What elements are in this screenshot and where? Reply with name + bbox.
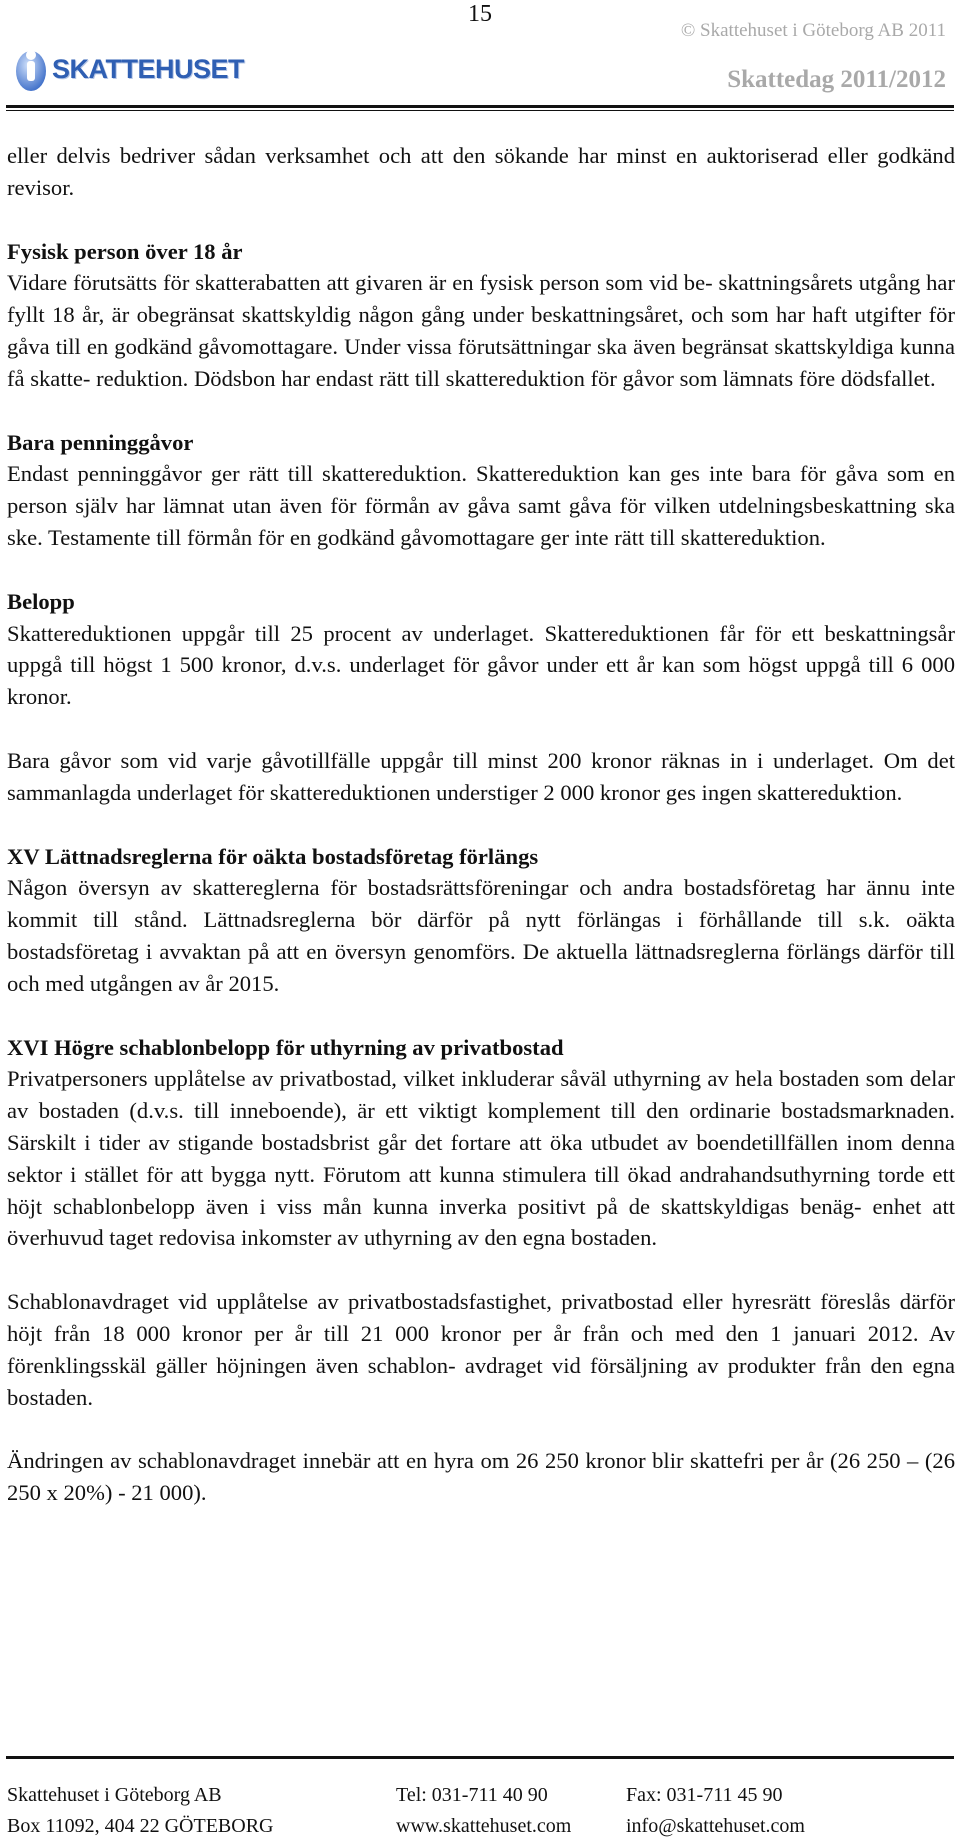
footer-email[interactable]: info@skattehuset.com: [626, 1815, 805, 1837]
section-heading: Belopp: [7, 588, 75, 614]
company-logo: [14, 42, 244, 96]
section-paragraph: Privatpersoners upplåtelse av privatbostad, vilket inkluderar såväl uthyrning av hela bostaden som delar av bostaden (d.v.s. till inneboende), är ett viktigt komplement till den ordinarie bostadsmarknaden. Särskilt i tider av stigande bostadsbrist går det fortare att öka utbudet av boendetillfällen inom denna sektor i stället för att bygga nytt. Förutom att kunna stimulera till ökad andrahandsuthyrning torde ett höjt schablonbelopp även i viss mån kunna inverka positivt på de skattskyldigas benäg- enhet att överhuvud taget redovisa inkomster av uthyrning av den egna bostaden.: [7, 1066, 955, 1251]
section-paragraph: Skattereduktionen uppgår till 25 procent av underlaget. Skattereduktionen får för ett beskattningsår uppgå till högst 1 500 kronor, d.v.s. underlaget för gåvor under ett år kan som högst uppgå till 6 000 kronor.: [7, 620, 955, 710]
footer-company: Skattehuset i Göteborg AB: [7, 1784, 222, 1806]
intro-paragraph: eller delvis bedriver sådan verksamhet och att den sökande har minst en auktoriserad eller godkänd revisor.: [7, 143, 955, 200]
section-paragraph: Bara gåvor som vid varje gåvotillfälle uppgår till minst 200 kronor räknas in i underlaget. Om det sammanlagda underlaget för skattereduktionen understiger 2 000 kronor ges ingen skattereduktion.: [7, 747, 955, 805]
section-paragraph: Någon översyn av skattereglerna för bostadsrättsföreningar och andra bostadsföretag har ännu inte kommit till stånd. Lättnadsreglerna bör därför på nytt förlängas i förhållande till s.k. oäkta bostadsföretag i avvaktan på att en översyn genomförs. De aktuella lättnadsreglerna förlängs därför till och med utgången av år 2015.: [7, 875, 955, 996]
section-heading: Fysisk person över 18 år: [7, 238, 243, 264]
section-paragraph: Endast penninggåvor ger rätt till skattereduktion. Skattereduktion kan ges inte bara för gåva som en person själv har lämnat utan även för förmån av gåva samt gåva för vilken utdelningsbeskattning ska ske. Testamente till förmån för en godkänd gåvomottagare ger inte rätt till skattereduktion.: [7, 461, 955, 550]
footer-divider: [6, 1756, 954, 1759]
section-paragraph: Ändringen av schablonavdraget innebär att en hyra om 26 250 kronor blir skattefri per år (26 250 – (26 250 x 20%) - 21 000).: [7, 1448, 955, 1506]
section-paragraph: Vidare förutsätts för skatterabatten att givaren är en fysisk person som vid be- skattningsårets utgång har fyllt 18 år, är obegränsat skattskyldig någon gång under beskattningsåret, och som har haft utgifter för gåva till en godkänd gåvomottagare. Under vissa förutsättningar ska även begränsat skattskyldiga kunna få skatte- reduktion. Dödsbon har endast rätt till skattereduktion för gåvor som lämnats före dödsfallet.: [7, 270, 955, 391]
footer-website[interactable]: www.skattehuset.com: [396, 1815, 572, 1837]
person-figure-icon: [14, 44, 48, 94]
section-heading: XV Lättnadsreglerna för oäkta bostadsföretag förlängs: [7, 843, 539, 869]
footer-fax: Fax: 031-711 45 90: [626, 1784, 783, 1806]
logo-wordmark: SKATTEHUSET: [52, 53, 245, 84]
header-divider: [6, 105, 954, 111]
footer-address: Box 11092, 404 22 GÖTEBORG: [7, 1815, 274, 1837]
section-paragraph: Schablonavdraget vid upplåtelse av privatbostadsfastighet, privatbostad eller hyresrätt föreslås därför höjt från 18 000 kronor per år till 21 000 kronor per år från och med den 1 januari 2012. Av förenklingsskäl gäller höjningen även schablon- avdraget vid försäljning av produkter från den egna bostaden.: [7, 1289, 955, 1410]
section-heading: XVI Högre schablonbelopp för uthyrning av privatbostad: [7, 1034, 564, 1060]
section-heading: Bara penninggåvor: [7, 429, 194, 455]
copyright-notice: © Skattehuset i Göteborg AB 2011: [680, 20, 946, 41]
document-body: [7, 140, 955, 1509]
footer-phone: Tel: 031-711 40 90: [396, 1784, 548, 1806]
issue-title: Skattedag 2011/2012: [727, 66, 946, 93]
page-number: 15: [468, 1, 492, 27]
page-footer: [7, 1780, 955, 1842]
